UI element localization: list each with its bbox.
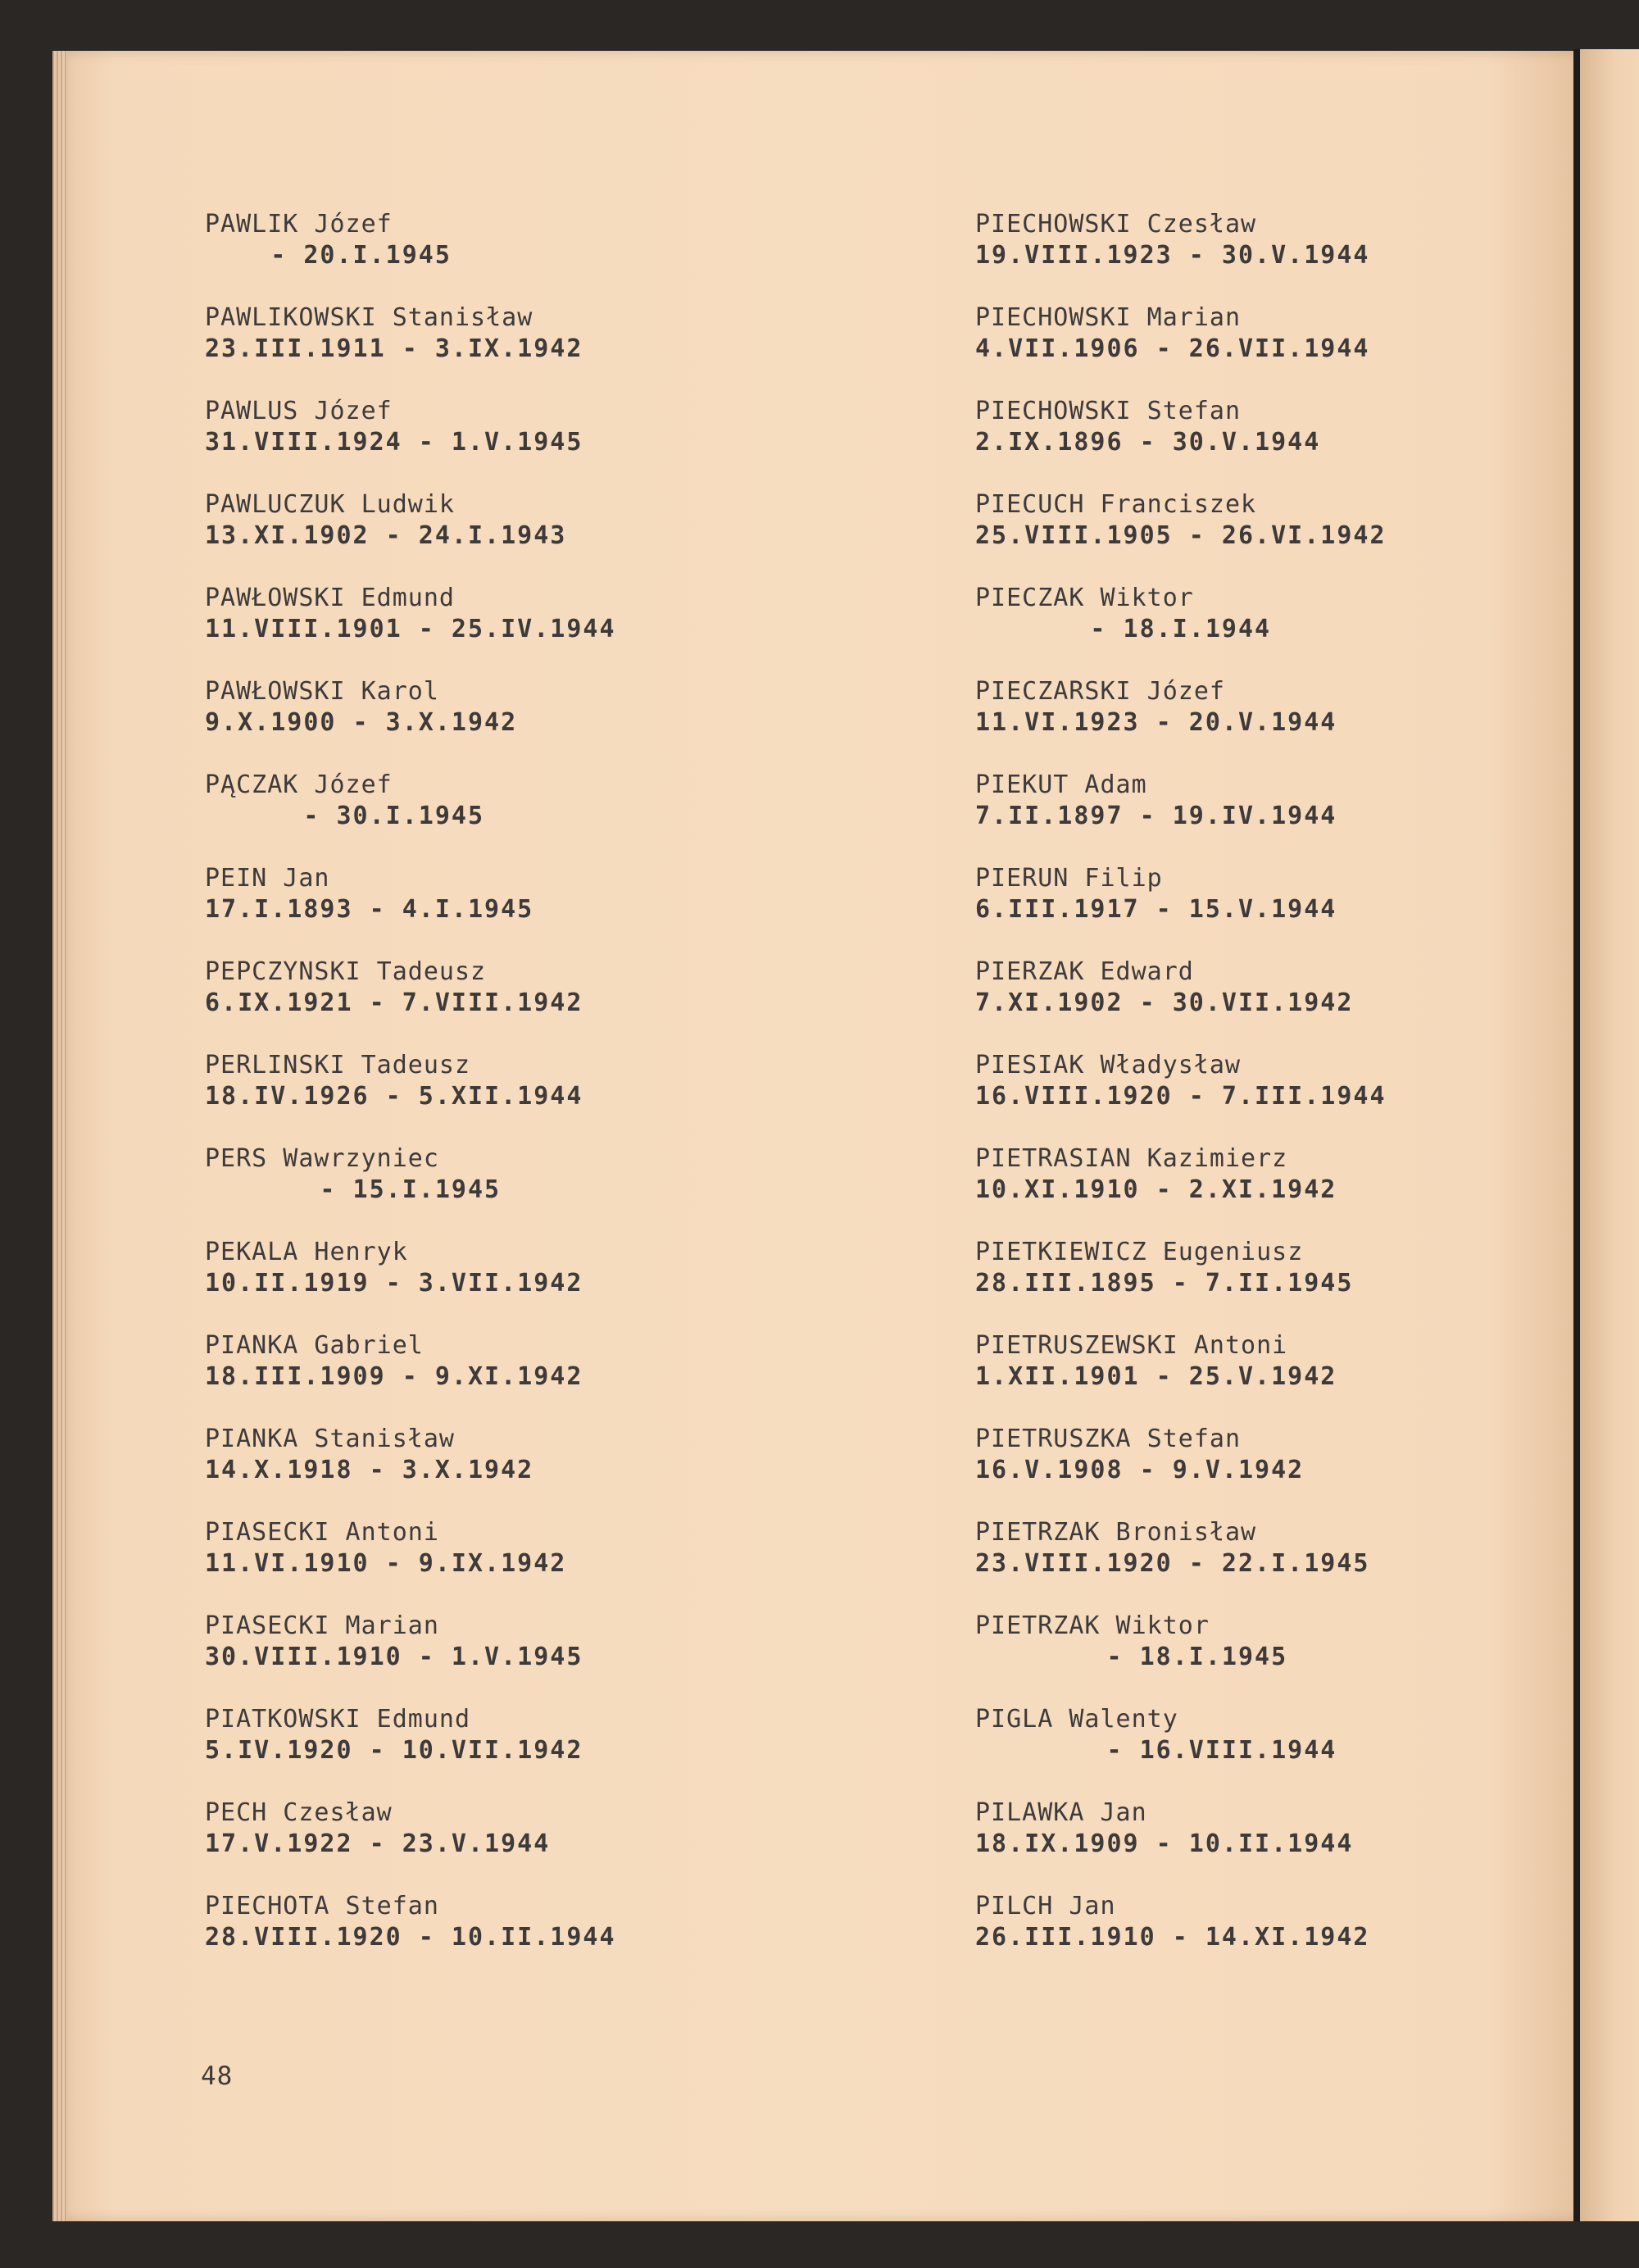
name-entry [205, 396, 860, 489]
name-entry [205, 583, 860, 676]
page-number: 48 [201, 2061, 234, 2091]
life-dates: 13.XI.1902 - 24.I.1943 [205, 521, 567, 550]
life-dates: 16.VIII.1920 - 7.III.1944 [975, 1082, 1387, 1111]
name-entry [205, 1891, 860, 1984]
person-name: PAWLUS Józef [205, 397, 393, 425]
name-entry [975, 957, 1549, 1050]
person-name: PIECHOTA Stefan [205, 1892, 439, 1920]
person-name: PIETRUSZKA Stefan [975, 1425, 1242, 1453]
person-name: PIERZAK Edward [975, 957, 1194, 986]
name-entry [205, 770, 860, 863]
name-entry [975, 676, 1549, 770]
life-dates: 19.VIII.1923 - 30.V.1944 [975, 241, 1370, 270]
person-name: PIATKOWSKI Edmund [205, 1705, 471, 1734]
name-entry [975, 770, 1549, 863]
person-name: PILAWKA Jan [975, 1798, 1147, 1827]
person-name: PIASECKI Marian [205, 1611, 439, 1640]
life-dates: 1.XII.1901 - 25.V.1942 [975, 1362, 1337, 1391]
name-entry [975, 1050, 1549, 1143]
life-dates: 31.VIII.1924 - 1.V.1945 [205, 428, 583, 457]
person-name: PEKALA Henryk [205, 1238, 408, 1266]
person-name: PIERUN Filip [975, 864, 1163, 893]
life-dates: 10.II.1919 - 3.VII.1942 [205, 1269, 583, 1298]
person-name: PIECHOWSKI Czesław [975, 210, 1257, 239]
name-entry [975, 1517, 1549, 1611]
life-dates: 17.V.1922 - 23.V.1944 [205, 1829, 551, 1858]
life-dates: 7.XI.1902 - 30.VII.1942 [975, 989, 1354, 1017]
name-entry [205, 863, 860, 957]
life-dates: 6.III.1917 - 15.V.1944 [975, 895, 1337, 924]
name-entry [205, 1330, 860, 1424]
name-entry [205, 1517, 860, 1611]
life-dates: 16.V.1908 - 9.V.1942 [975, 1456, 1305, 1484]
name-entry [205, 1237, 860, 1330]
person-name: PIETRZAK Wiktor [975, 1611, 1210, 1640]
binding-gap [1573, 49, 1580, 2221]
person-name: PAWLIK Józef [205, 210, 393, 239]
name-entry [975, 583, 1549, 676]
person-name: PIETRASIAN Kazimierz [975, 1144, 1288, 1173]
name-entry [975, 1704, 1549, 1798]
life-dates: 4.VII.1906 - 26.VII.1944 [975, 334, 1370, 363]
life-dates: 18.III.1909 - 9.XI.1942 [205, 1362, 583, 1391]
person-name: PEPCZYNSKI Tadeusz [205, 957, 487, 986]
adjacent-page-sliver [1580, 49, 1639, 2221]
life-dates: 18.IX.1909 - 10.II.1944 [975, 1829, 1354, 1858]
life-dates: - 18.I.1945 [975, 1643, 1288, 1671]
life-dates: 23.VIII.1920 - 22.I.1945 [975, 1549, 1370, 1578]
name-entry [975, 1891, 1549, 1984]
person-name: PIECUCH Franciszek [975, 490, 1257, 519]
person-name: PIECHOWSKI Marian [975, 303, 1242, 332]
person-name: PAWŁOWSKI Karol [205, 677, 439, 706]
name-entry [975, 1424, 1549, 1517]
life-dates: 11.VIII.1901 - 25.IV.1944 [205, 615, 616, 643]
person-name: PIGLA Walenty [975, 1705, 1178, 1734]
name-entry [205, 489, 860, 583]
life-dates: 23.III.1911 - 3.IX.1942 [205, 334, 583, 363]
person-name: PIANKA Stanisław [205, 1425, 455, 1453]
person-name: PIETRZAK Bronisław [975, 1518, 1257, 1547]
life-dates: 17.I.1893 - 4.I.1945 [205, 895, 534, 924]
left-name-column [205, 209, 860, 1984]
page-stack-edge [52, 51, 67, 2221]
name-entry [975, 1237, 1549, 1330]
person-name: PAWLIKOWSKI Stanisław [205, 303, 533, 332]
person-name: PIASECKI Antoni [205, 1518, 439, 1547]
life-dates: 18.IV.1926 - 5.XII.1944 [205, 1082, 583, 1111]
life-dates: 11.VI.1910 - 9.IX.1942 [205, 1549, 567, 1578]
life-dates: 5.IV.1920 - 10.VII.1942 [205, 1736, 583, 1765]
life-dates: 28.VIII.1920 - 10.II.1944 [205, 1923, 616, 1952]
life-dates: - 18.I.1944 [975, 615, 1272, 643]
name-entry [975, 1143, 1549, 1237]
person-name: PILCH Jan [975, 1892, 1116, 1920]
name-entry [205, 1424, 860, 1517]
person-name: PIECZARSKI Józef [975, 677, 1225, 706]
life-dates: 25.VIII.1905 - 26.VI.1942 [975, 521, 1387, 550]
person-name: PIETKIEWICZ Eugeniusz [975, 1238, 1304, 1266]
person-name: PERS Wawrzyniec [205, 1144, 439, 1173]
name-entry [205, 957, 860, 1050]
life-dates: 6.IX.1921 - 7.VIII.1942 [205, 989, 583, 1017]
name-entry [205, 1704, 860, 1798]
right-name-column [975, 209, 1549, 1984]
life-dates: 11.VI.1923 - 20.V.1944 [975, 708, 1337, 737]
name-entry [975, 1330, 1549, 1424]
name-entry [975, 863, 1549, 957]
person-name: PIANKA Gabriel [205, 1331, 424, 1360]
name-entry [975, 1798, 1549, 1891]
life-dates: 9.X.1900 - 3.X.1942 [205, 708, 518, 737]
person-name: PIEKUT Adam [975, 770, 1147, 799]
person-name: PERLINSKI Tadeusz [205, 1051, 471, 1079]
life-dates: - 30.I.1945 [205, 802, 485, 830]
person-name: PIESIAK Władysław [975, 1051, 1242, 1079]
person-name: PAWŁOWSKI Edmund [205, 584, 455, 612]
life-dates: 28.III.1895 - 7.II.1945 [975, 1269, 1354, 1298]
life-dates: 26.III.1910 - 14.XI.1942 [975, 1923, 1370, 1952]
life-dates: - 15.I.1945 [205, 1175, 502, 1204]
person-name: PECH Czesław [205, 1798, 393, 1827]
name-entry [205, 302, 860, 396]
person-name: PIECZAK Wiktor [975, 584, 1194, 612]
name-entry [205, 676, 860, 770]
life-dates: 2.IX.1896 - 30.V.1944 [975, 428, 1321, 457]
name-entry [975, 209, 1549, 302]
life-dates: - 16.VIII.1944 [975, 1736, 1337, 1765]
person-name: PIECHOWSKI Stefan [975, 397, 1242, 425]
name-entry [205, 1143, 860, 1237]
person-name: PĄCZAK Józef [205, 770, 393, 799]
name-entry [975, 396, 1549, 489]
life-dates: 7.II.1897 - 19.IV.1944 [975, 802, 1337, 830]
person-name: PAWLUCZUK Ludwik [205, 490, 455, 519]
life-dates: 30.VIII.1910 - 1.V.1945 [205, 1643, 583, 1671]
name-entry [205, 1050, 860, 1143]
name-entry [205, 209, 860, 302]
name-entry [975, 489, 1549, 583]
life-dates: - 20.I.1945 [205, 241, 452, 270]
life-dates: 14.X.1918 - 3.X.1942 [205, 1456, 534, 1484]
name-entry [975, 1611, 1549, 1704]
person-name: PEIN Jan [205, 864, 330, 893]
person-name: PIETRUSZEWSKI Antoni [975, 1331, 1288, 1360]
name-entry [205, 1798, 860, 1891]
life-dates: 10.XI.1910 - 2.XI.1942 [975, 1175, 1337, 1204]
name-entry [975, 302, 1549, 396]
name-entry [205, 1611, 860, 1704]
